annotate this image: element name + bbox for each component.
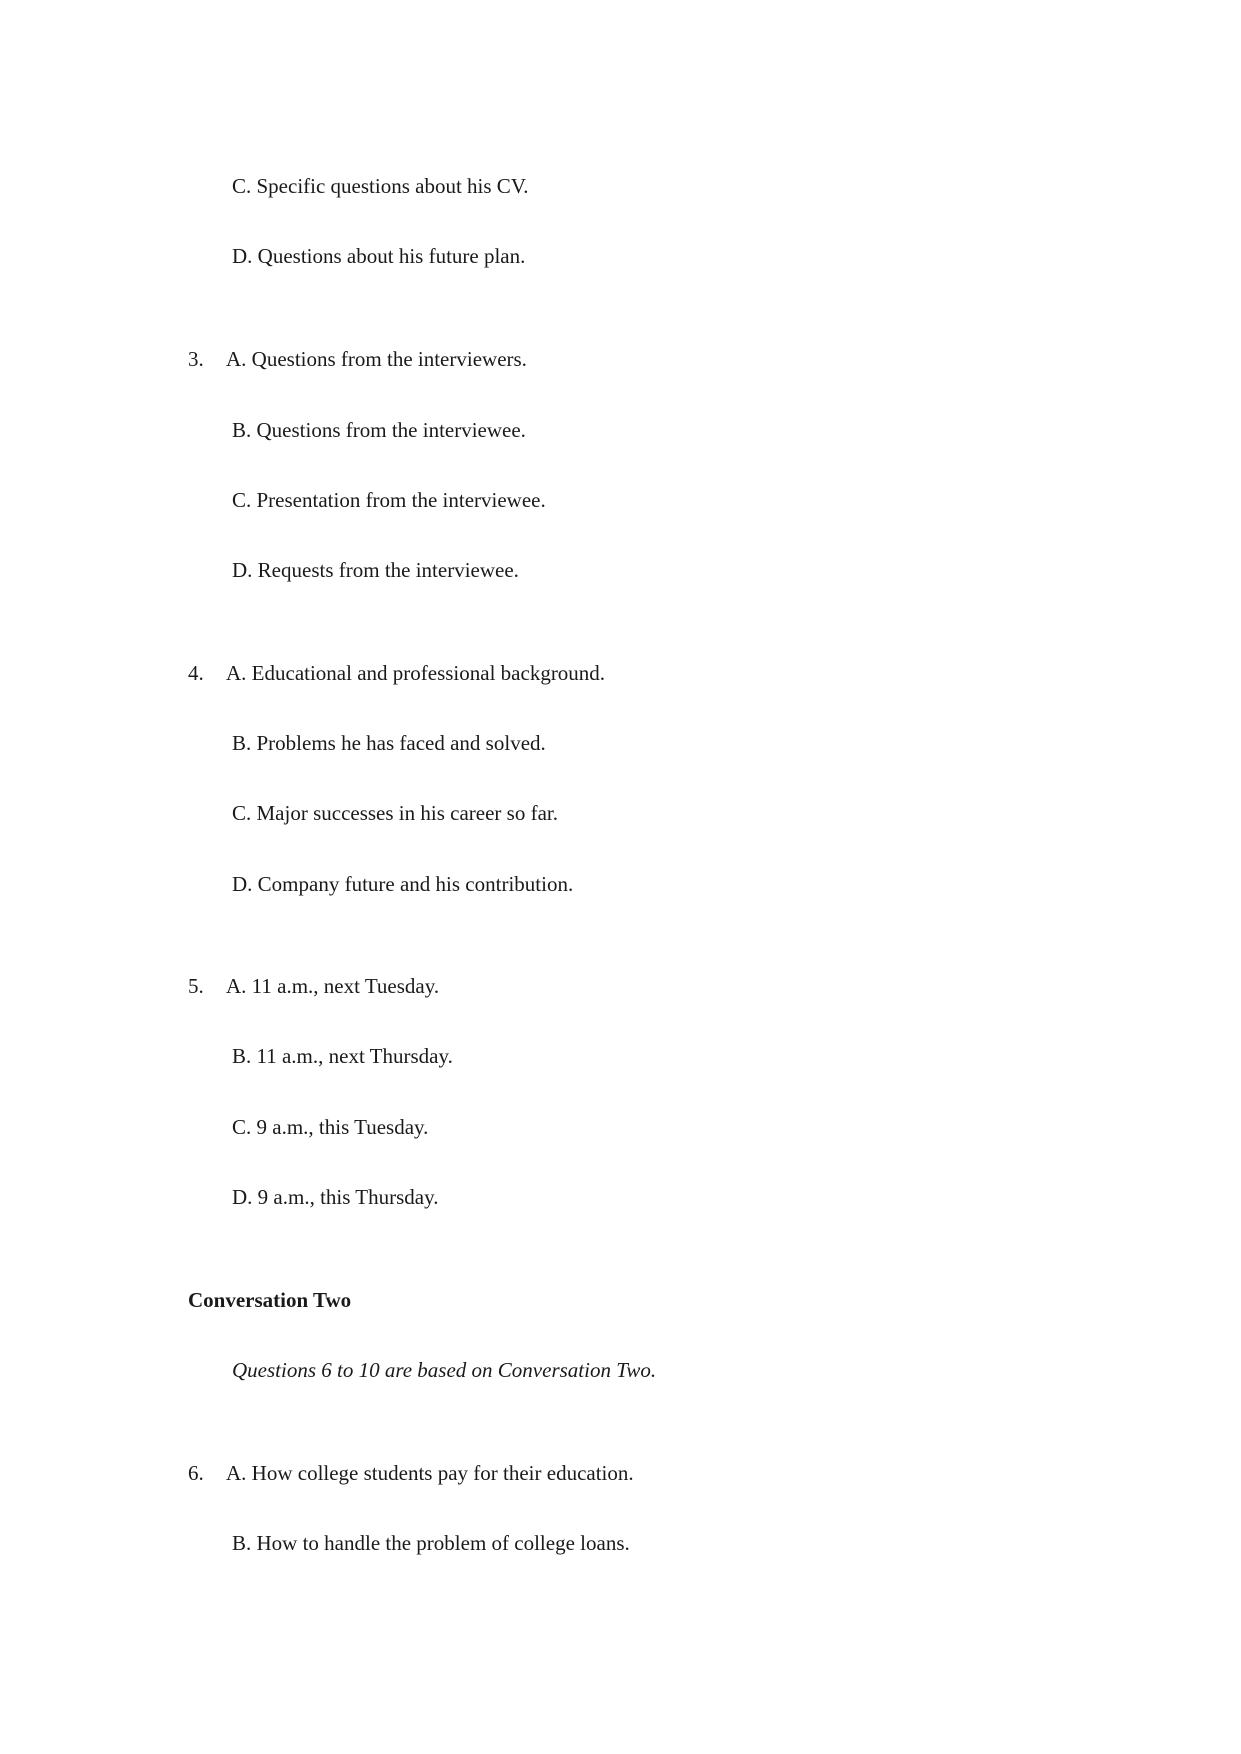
option-4d: D. Company future and his contribution. xyxy=(232,872,574,896)
option-3d: D. Requests from the interviewee. xyxy=(232,558,519,582)
section-heading: Conversation Two xyxy=(188,1288,352,1312)
option-6b: B. How to handle the problem of college loans. xyxy=(232,1531,630,1555)
question-number: 4. xyxy=(188,661,204,685)
option-3b: B. Questions from the interviewee. xyxy=(232,418,526,442)
section-instruction: Questions 6 to 10 are based on Conversation Two. xyxy=(232,1358,657,1382)
question-number: 6. xyxy=(188,1461,204,1485)
question-number: 3. xyxy=(188,347,204,371)
option-5a: A. 11 a.m., next Tuesday. xyxy=(226,974,440,998)
option-6a: A. How college students pay for their education. xyxy=(226,1461,634,1485)
option-2c: C. Specific questions about his CV. xyxy=(232,174,529,198)
option-4a: A. Educational and professional background. xyxy=(226,661,606,685)
option-5c: C. 9 a.m., this Tuesday. xyxy=(232,1115,429,1139)
option-5d: D. 9 a.m., this Thursday. xyxy=(232,1185,439,1209)
option-3c: C. Presentation from the interviewee. xyxy=(232,488,546,512)
question-number: 5. xyxy=(188,974,204,998)
option-2d: D. Questions about his future plan. xyxy=(232,244,526,268)
option-5b: B. 11 a.m., next Thursday. xyxy=(232,1044,453,1068)
option-4c: C. Major successes in his career so far. xyxy=(232,801,558,825)
option-3a: A. Questions from the interviewers. xyxy=(226,347,527,371)
option-4b: B. Problems he has faced and solved. xyxy=(232,731,546,755)
